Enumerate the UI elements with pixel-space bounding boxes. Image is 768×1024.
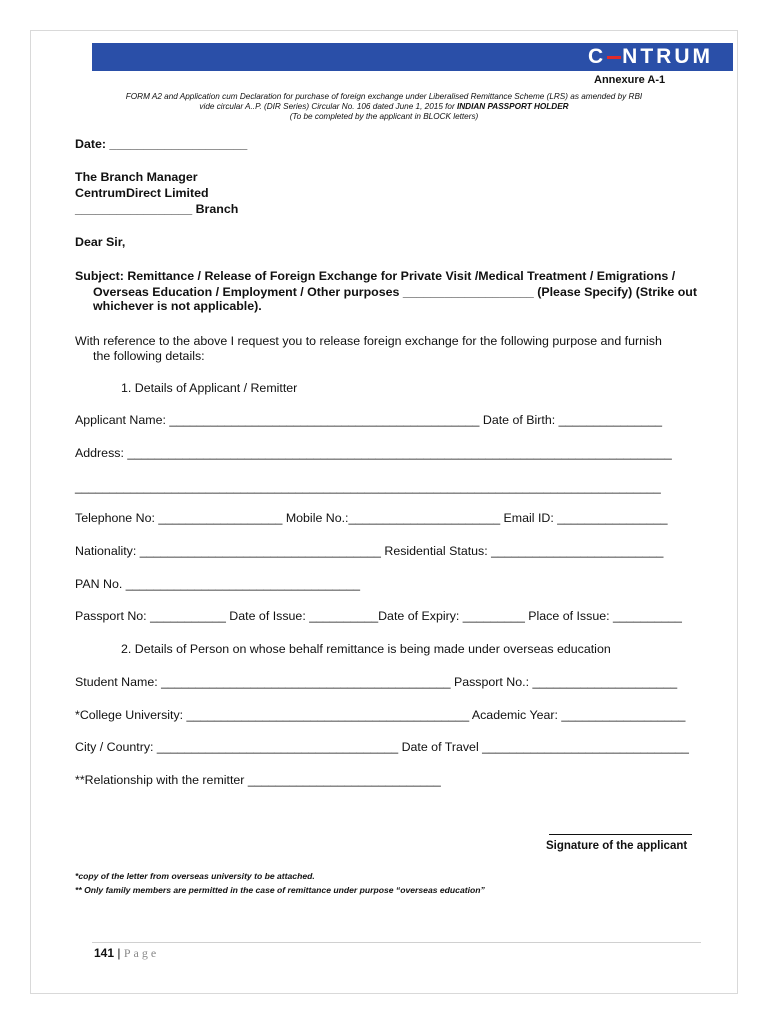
annexure-label: Annexure A-1 xyxy=(594,74,666,86)
address-field-line2[interactable]: _____________________________________________________________________________________ xyxy=(75,480,661,494)
passport-fields[interactable]: Passport No: ___________ Date of Issue: __________Date of Expiry: _________ Place of Issue: __________ xyxy=(75,609,682,623)
college-field[interactable]: *College University: _________________________________________ Academic Year: __________________ xyxy=(75,708,686,722)
pan-field[interactable]: PAN No. __________________________________ xyxy=(75,577,361,591)
centrum-logo: C NTRUM xyxy=(588,45,713,68)
form-title-line2: vide circular A..P. (DIR Series) Circular No. 106 dated June 1, 2015 for INDIAN PASSPORT HOLDER xyxy=(199,102,569,111)
header-banner xyxy=(92,43,733,71)
addressee-company: CentrumDirect Limited xyxy=(75,186,209,200)
intro-line2: the following details: xyxy=(93,349,205,363)
subject-line3: whichever is not applicable). xyxy=(93,299,262,313)
section1-heading: 1. Details of Applicant / Remitter xyxy=(121,381,298,395)
salutation: Dear Sir, xyxy=(75,235,126,249)
signature-line[interactable] xyxy=(549,834,692,835)
page-number: 141 xyxy=(94,946,115,960)
intro-line1: With reference to the above I request you to release foreign exchange for the following purpose and furnish xyxy=(75,334,662,348)
nationality-field[interactable]: Nationality: ___________________________________ Residential Status: _________________________ xyxy=(75,544,664,558)
applicant-name-field[interactable]: Applicant Name: _____________________________________________ Date of Birth: _______________ xyxy=(75,413,663,427)
signature-label: Signature of the applicant xyxy=(546,840,688,852)
note-family-members: ** Only family members are permitted in the case of remittance under purpose “overseas education” xyxy=(75,885,485,895)
contact-fields[interactable]: Telephone No: __________________ Mobile No.:______________________ Email ID: ________________ xyxy=(75,511,668,525)
address-field[interactable]: Address: _______________________________________________________________________________ xyxy=(75,446,672,460)
section2-heading: 2. Details of Person on whose behalf remittance is being made under overseas education xyxy=(121,642,611,656)
note-university-letter: *copy of the letter from overseas university to be attached. xyxy=(75,871,315,881)
logo-red-bar xyxy=(607,56,621,59)
form-instruction: (To be completed by the applicant in BLOCK letters) xyxy=(289,112,479,121)
student-name-field[interactable]: Student Name: __________________________________________ Passport No.: _____________________ xyxy=(75,675,678,689)
subject-line2[interactable]: Overseas Education / Employment / Other purposes ___________________ (Please Specify) (Strike out xyxy=(93,285,697,299)
form-title-line1: FORM A2 and Application cum Declaration for purchase of foreign exchange under Liberalised Remittance Scheme (LRS) as amended by RBI xyxy=(125,92,643,101)
subject-line1: Subject: Remittance / Release of Foreign Exchange for Private Visit /Medical Treatment / Emigrations / xyxy=(75,269,676,283)
footer-rule xyxy=(92,942,701,943)
page-word: Page xyxy=(123,946,160,960)
page-footer: 141 | Page xyxy=(94,946,160,960)
city-country-field[interactable]: City / Country: ___________________________________ Date of Travel ______________________________ xyxy=(75,740,689,754)
addressee-title: The Branch Manager xyxy=(75,170,198,184)
relationship-field[interactable]: **Relationship with the remitter ____________________________ xyxy=(75,773,441,787)
date-field[interactable]: Date: ____________________ xyxy=(75,137,248,151)
branch-field[interactable]: _________________ Branch xyxy=(75,202,239,216)
